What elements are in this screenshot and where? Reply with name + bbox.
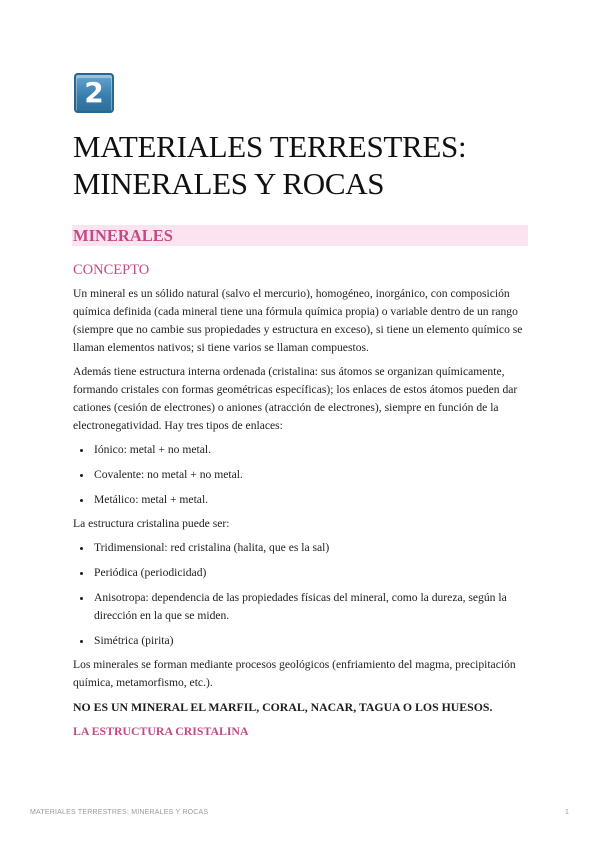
section-heading: MINERALES: [73, 226, 173, 245]
subheading-estructura-cristalina: LA ESTRUCTURA CRISTALINA: [73, 724, 249, 738]
paragraph-formation: Los minerales se forman mediante procesos geológicos (enfriamiento del magma, precipitación química, metamorfismo, etc.).: [73, 658, 516, 689]
page-title: [73, 128, 543, 202]
footer-title: MATERIALES TERRESTRES: MINERALES Y ROCAS: [30, 809, 209, 816]
list-item: • Simétrica (pirita): [93, 632, 533, 650]
list-item: • Covalente: no metal + no metal.: [93, 466, 533, 484]
page-number: 1: [565, 809, 569, 816]
chapter-number: 2: [84, 76, 104, 109]
list-item: • Metálico: metal + metal.: [93, 491, 533, 509]
paragraph-crystal-intro: La estructura cristalina puede ser:: [73, 517, 230, 530]
list-item: • Anisotropa: dependencia de las propiedades físicas del mineral, como la dureza, según la dirección en la que se miden.: [93, 589, 533, 625]
section-heading-bar: [72, 225, 528, 246]
crystal-structures-list: [73, 539, 533, 650]
chapter-number-badge: [74, 73, 114, 113]
bond-types-list: [73, 441, 533, 509]
list-item: • Periódica (periodicidad): [93, 564, 533, 582]
title-line-2: MINERALES Y ROCAS: [73, 166, 385, 201]
title-line-1: MATERIALES TERRESTRES:: [73, 129, 467, 164]
paragraph-definition: Un mineral es un sólido natural (salvo el mercurio), homogéneo, inorgánico, con composición química definida (cada mineral tiene una fórmula química propia) o variable dentro de un rango (siempre que no cambie sus propiedades y estructura en exceso), si tiene un elemento químico se llaman elementos nativos; si tiene varios se llaman compuestos.: [73, 287, 523, 354]
list-item: • Tridimensional: red cristalina (halita, que es la sal): [93, 539, 533, 557]
main-content: [73, 285, 533, 746]
not-minerals-note: NO ES UN MINERAL EL MARFIL, CORAL, NACAR, TAGUA O LOS HUESOS.: [73, 700, 493, 714]
paragraph-structure: Además tiene estructura interna ordenada (cristalina: sus átomos se organizan químicamente, formando cristales con formas geométricas específicas); los enlaces de estos átomos pueden dar cationes (cesión de electrones) o aniones (atracción de electrones), siempre en función de la electronegatividad. Hay tres tipos de enlaces:: [73, 365, 518, 432]
subheading-concepto: CONCEPTO: [73, 262, 150, 278]
list-item: • Iónico: metal + no metal.: [93, 441, 533, 459]
